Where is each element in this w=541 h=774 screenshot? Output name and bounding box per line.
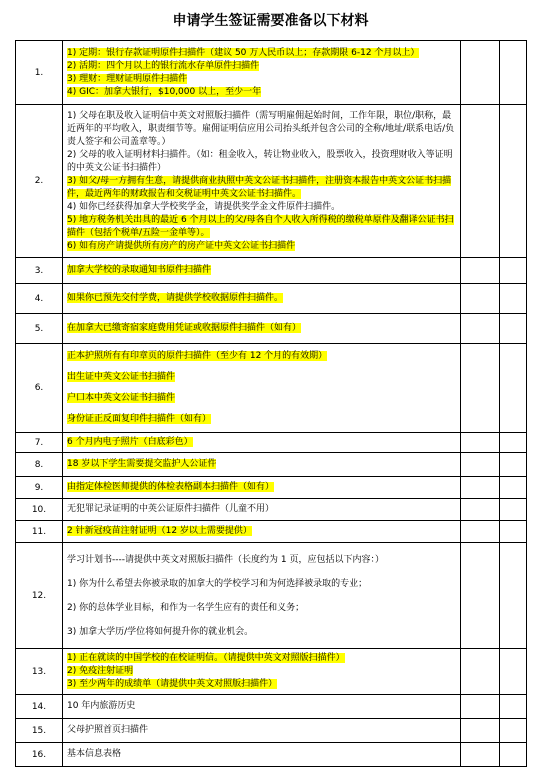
row-number: 14. — [16, 695, 63, 719]
line-text: 由指定体检医师提供的体检表格副本扫描件（如有） — [67, 482, 275, 492]
row-content — [63, 695, 461, 719]
empty-cell — [461, 499, 500, 521]
table-row — [16, 499, 527, 521]
line-text: 2) 活期：四个月以上的银行流水存单原件扫描件 — [67, 60, 260, 71]
row-number: 2. — [16, 105, 63, 258]
table-row — [16, 105, 527, 258]
row-number: 13. — [16, 649, 63, 695]
row-number: 5. — [16, 314, 63, 344]
empty-cell — [500, 105, 527, 258]
empty-cell — [461, 695, 500, 719]
row-content — [63, 477, 461, 499]
row-content — [63, 433, 461, 453]
line-text: 5) 地方税务机关出具的最近 6 个月以上的父/母各自个人收入所得税的缴税单原件及翻译公证书扫描件（包括个税单/五险一金单等）。 — [67, 214, 454, 238]
row-content — [63, 499, 461, 521]
row-number: 7. — [16, 433, 63, 453]
line-text: 基本信息表格 — [67, 749, 122, 759]
empty-cell — [461, 344, 500, 433]
empty-cell — [500, 743, 527, 767]
row-content — [63, 649, 461, 695]
line-text: 6 个月内电子照片（白底彩色） — [67, 437, 193, 447]
empty-cell — [500, 499, 527, 521]
table-row — [16, 543, 527, 649]
row-content — [63, 258, 461, 284]
line-text: 出生证中英文公证书扫描件 — [67, 372, 176, 382]
line-text: 正本护照所有有印章页的原件扫描件（至少有 12 个月的有效期） — [67, 351, 328, 361]
empty-cell — [500, 453, 527, 477]
empty-cell — [500, 477, 527, 499]
empty-cell — [500, 695, 527, 719]
empty-cell — [461, 543, 500, 649]
empty-cell — [461, 649, 500, 695]
line-text: 1) 定期：银行存款证明原件扫描件（建议 50 万人民币以上；存款期限 6-12 个月以上） — [67, 47, 420, 58]
row-number: 6. — [16, 344, 63, 433]
row-number: 8. — [16, 453, 63, 477]
empty-cell — [461, 433, 500, 453]
row-content — [63, 314, 461, 344]
line-text: 10 年内旅游历史 — [67, 701, 136, 711]
row-content — [63, 344, 461, 433]
line-text: 户口本中英文公证书扫描件 — [67, 393, 176, 403]
empty-cell — [500, 41, 527, 105]
empty-cell — [500, 543, 527, 649]
empty-cell — [461, 743, 500, 767]
empty-cell — [461, 105, 500, 258]
empty-cell — [500, 649, 527, 695]
empty-cell — [461, 719, 500, 743]
line-text: 4) 如你已经获得加拿大学校奖学金，请提供奖学金文件原件扫描件。 — [67, 201, 341, 212]
row-number: 16. — [16, 743, 63, 767]
line-text: 4) GIC：加拿大银行，$10,000 以上，至少一年 — [67, 86, 262, 97]
row-content — [63, 521, 461, 543]
empty-cell — [500, 314, 527, 344]
table-row — [16, 433, 527, 453]
line-text: 1) 父母在职及收入证明信中英文对照版扫描件（需写明雇佣起始时间，工作年限，职位/职称，最近两年的平均收入，职责细节等。雇佣证明信应用公司抬头纸并包含公司的全称/地址/联系电话/负责人签字和公司盖章等。） — [67, 110, 455, 147]
line-text: 3) 至少两年的成绩单（请提供中英文对照版扫描件） — [67, 679, 278, 689]
empty-cell — [461, 258, 500, 284]
row-number: 12. — [16, 543, 63, 649]
empty-cell — [461, 477, 500, 499]
empty-cell — [461, 314, 500, 344]
table-row — [16, 453, 527, 477]
table-row — [16, 521, 527, 543]
line-text: 3) 理财：理财证明原件扫描件 — [67, 73, 188, 84]
table-row — [16, 41, 527, 105]
line-text: 身份证正反面复印件扫描件（如有） — [67, 414, 212, 424]
line-text: 3) 如父/母一方拥有生意，请提供商业执照中英文公证书扫描件，注册资本报告中英文公证书扫描件，最近两年的财政报告和交税证明中英文公证书扫描件。 — [67, 175, 452, 199]
table-row — [16, 477, 527, 499]
empty-cell — [461, 284, 500, 314]
empty-cell — [500, 344, 527, 433]
page-title: 申请学生签证需要准备以下材料 — [172, 13, 369, 29]
row-number: 9. — [16, 477, 63, 499]
line-text: 3) 加拿大学历/学位将如何提升你的就业机会。 — [67, 626, 254, 637]
row-content — [63, 105, 461, 258]
line-text: 学习计划书----请提供中英文对照版扫描件（长度约为 1 页，应包括以下内容：） — [67, 554, 384, 565]
empty-cell — [461, 41, 500, 105]
empty-cell — [500, 719, 527, 743]
empty-cell — [500, 284, 527, 314]
row-number: 1. — [16, 41, 63, 105]
line-text: 2 针新冠疫苗注射证明（12 岁以上需要提供） — [67, 526, 252, 536]
empty-cell — [461, 453, 500, 477]
row-number: 11. — [16, 521, 63, 543]
row-content — [63, 453, 461, 477]
empty-cell — [500, 258, 527, 284]
row-content — [63, 543, 461, 649]
row-content — [63, 719, 461, 743]
line-text: 父母护照首页扫描件 — [67, 725, 149, 735]
table-row — [16, 314, 527, 344]
line-text: 2) 父母的收入证明材料扫描件。（如：租金收入，转让物业收入，股票收入，投资理财收入等证明的中英文公证书扫描件） — [67, 149, 453, 173]
table-row — [16, 284, 527, 314]
line-text: 6) 如有房产请提供所有房产的房产证中英文公证书扫描件 — [67, 240, 296, 251]
empty-cell — [500, 521, 527, 543]
materials-table — [15, 40, 527, 767]
row-number: 4. — [16, 284, 63, 314]
row-number: 15. — [16, 719, 63, 743]
table-row — [16, 719, 527, 743]
table-row — [16, 344, 527, 433]
table-row — [16, 649, 527, 695]
row-content — [63, 284, 461, 314]
empty-cell — [461, 521, 500, 543]
line-text: 如果你已预先交付学费，请提供学校收据原件扫描件。 — [67, 293, 284, 303]
row-content — [63, 41, 461, 105]
table-row — [16, 743, 527, 767]
line-text: 2) 你的总体学业目标，和作为一名学生应有的责任和义务； — [67, 602, 305, 613]
row-number: 10. — [16, 499, 63, 521]
line-text: 18 岁以下学生需要提交监护人公证件 — [67, 459, 217, 469]
line-text: 2) 免疫注射证明 — [67, 666, 134, 676]
table-row — [16, 695, 527, 719]
line-text: 1) 正在就读的中国学校的在校证明信。（请提供中英文对照版扫描件） — [67, 653, 345, 663]
empty-cell — [500, 433, 527, 453]
row-content — [63, 743, 461, 767]
line-text: 加拿大学校的录取通知书原件扫描件 — [67, 265, 212, 275]
table-row — [16, 258, 527, 284]
line-text: 无犯罪记录证明的中英公证原件扫描件（儿童不用） — [67, 504, 275, 514]
line-text: 在加拿大已缴寄宿家庭费用凭证或收据原件扫描件（如有） — [67, 323, 302, 333]
row-number: 3. — [16, 258, 63, 284]
line-text: 1) 你为什么希望去你被录取的加拿大的学校学习和为何选择被录取的专业； — [67, 578, 368, 589]
